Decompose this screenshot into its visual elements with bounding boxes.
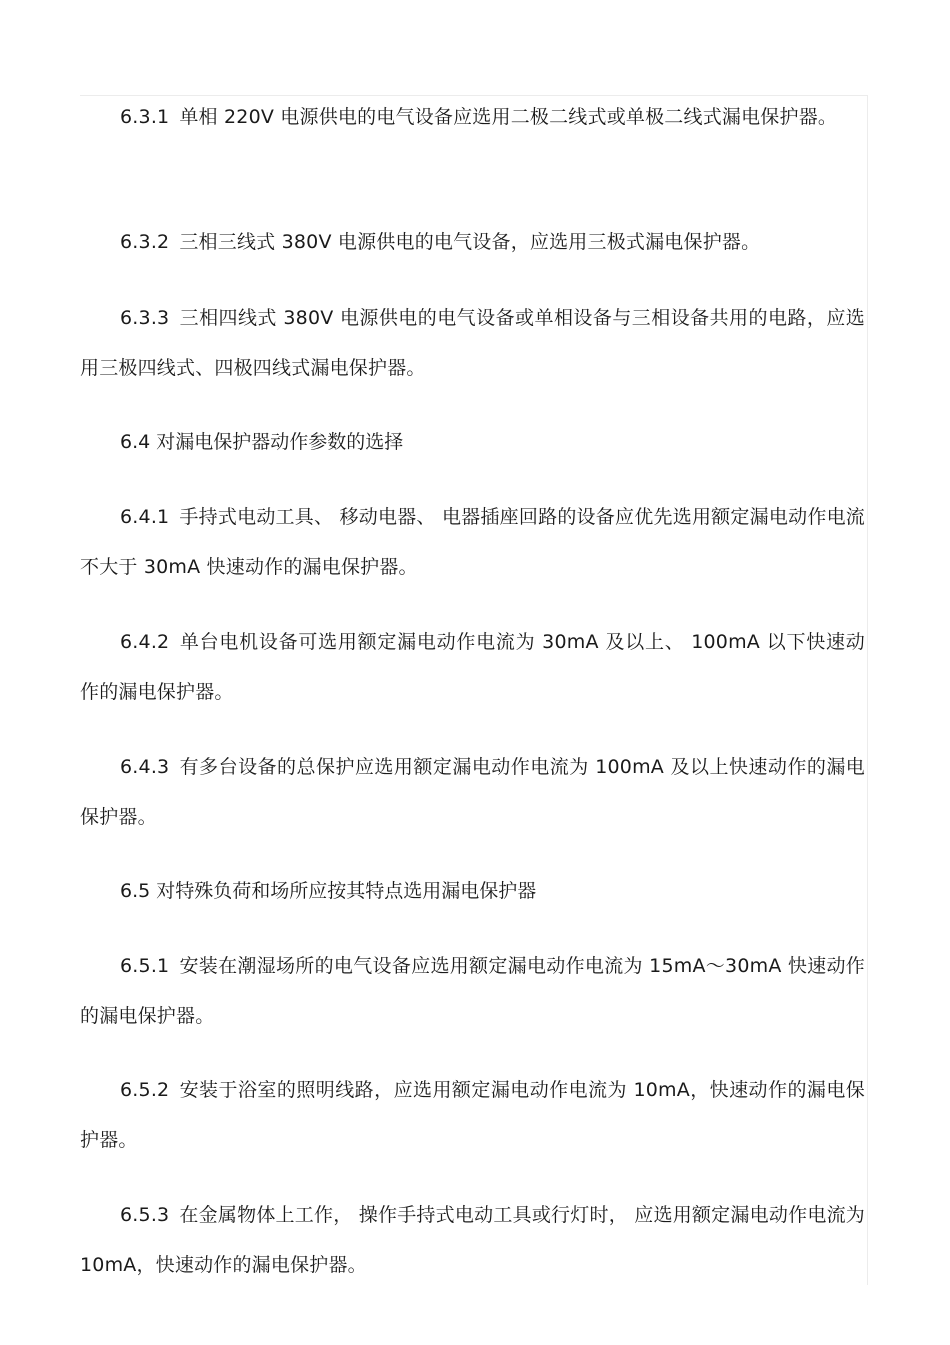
clause-number: 6.3.2 bbox=[120, 231, 170, 253]
section-number: 6.5 bbox=[120, 880, 151, 902]
paragraph-6-4-1 bbox=[80, 492, 865, 592]
paragraph-6-3-3 bbox=[80, 293, 865, 393]
clause-number: 6.4.2 bbox=[120, 631, 170, 653]
clause-text: 在金属物体上工作， 操作手持式电动工具或行灯时， 应选用额定漏电动作电流为 10mA，快速动作的漏电保护器。 bbox=[80, 1204, 865, 1276]
clause-text: 有多台设备的总保护应选用额定漏电动作电流为 100mA 及以上快速动作的漏电保护器。 bbox=[80, 756, 865, 828]
paragraph-6-4-2 bbox=[80, 617, 865, 717]
paragraph-6-3-2 bbox=[80, 217, 865, 267]
paragraph-6-4-3 bbox=[80, 742, 865, 842]
clause-text: 三相四线式 380V 电源供电的电气设备或单相设备与三相设备共用的电路，应选用三极四线式、四极四线式漏电保护器。 bbox=[80, 307, 865, 379]
clause-number: 6.5.3 bbox=[120, 1204, 170, 1226]
clause-number: 6.5.1 bbox=[120, 955, 170, 977]
section-title: 对漏电保护器动作参数的选择 bbox=[156, 431, 404, 453]
paragraph-6-3-1 bbox=[80, 92, 865, 142]
clause-number: 6.5.2 bbox=[120, 1079, 170, 1101]
clause-number: 6.4.3 bbox=[120, 756, 170, 778]
clause-number: 6.3.3 bbox=[120, 307, 170, 329]
paragraph-6-5-3 bbox=[80, 1190, 865, 1290]
paragraph-6-5-2 bbox=[80, 1065, 865, 1165]
clause-text: 安装在潮湿场所的电气设备应选用额定漏电动作电流为 15mA～30mA 快速动作的漏电保护器。 bbox=[80, 955, 865, 1027]
clause-text: 单相 220V 电源供电的电气设备应选用二极二线式或单极二线式漏电保护器。 bbox=[179, 106, 838, 128]
paragraph-6-5-1 bbox=[80, 941, 865, 1041]
clause-text: 单台电机设备可选用额定漏电动作电流为 30mA 及以上、 100mA 以下快速动作的漏电保护器。 bbox=[80, 631, 865, 703]
clause-text: 三相三线式 380V 电源供电的电气设备，应选用三极式漏电保护器。 bbox=[179, 231, 761, 253]
clause-number: 6.4.1 bbox=[120, 506, 170, 528]
section-number: 6.4 bbox=[120, 431, 151, 453]
section-title: 对特殊负荷和场所应按其特点选用漏电保护器 bbox=[156, 880, 537, 902]
section-heading-6-5 bbox=[120, 866, 536, 916]
clause-text: 手持式电动工具、 移动电器、 电器插座回路的设备应优先选用额定漏电动作电流不大于 30mA 快速动作的漏电保护器。 bbox=[80, 506, 865, 578]
clause-number: 6.3.1 bbox=[120, 106, 170, 128]
clause-text: 安装于浴室的照明线路，应选用额定漏电动作电流为 10mA，快速动作的漏电保护器。 bbox=[80, 1079, 865, 1151]
section-heading-6-4 bbox=[120, 417, 403, 467]
